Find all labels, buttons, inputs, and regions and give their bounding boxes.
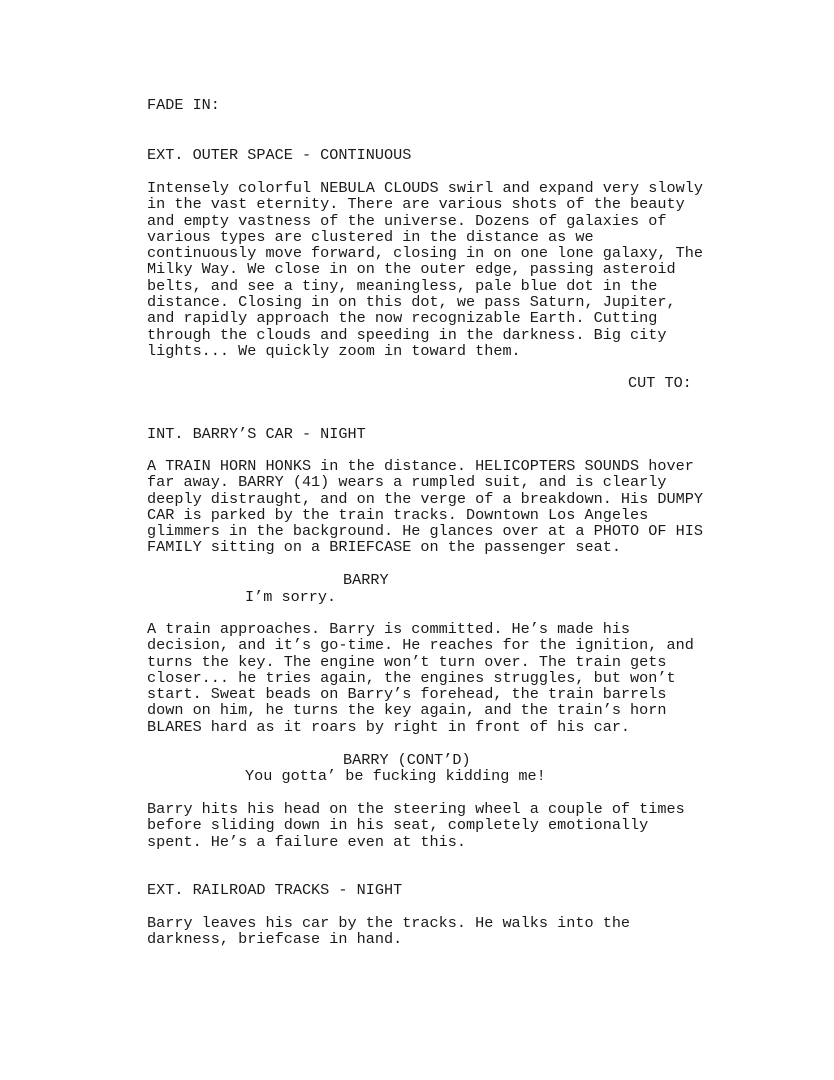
scene-heading-railroad-tracks: EXT. RAILROAD TRACKS - NIGHT: [147, 881, 403, 899]
action-barrys-car-2: A train approaches. Barry is committed. He’s made his decision, and it’s go-time. He reaches for the ignition, and turns the key. The engine won’t turn over. The train gets closer... he tries again, the engines struggles, but won’t start. Sweat beads on Barry’s forehead, the train barrels down on him, he turns the key again, and the train’s horn BLARES hard as it roars by right in front of his car.: [147, 620, 694, 736]
action-barrys-car-1: A TRAIN HORN HONKS in the distance. HELICOPTERS SOUNDS hover far away. BARRY (41) wears a rumpled suit, and is clearly deeply distraught, and on the verge of a breakdown. His DUMPY CAR is parked by the train tracks. Downtown Los Angeles glimmers in the background. He glances over at a PHOTO OF HIS FAMILY sitting on a BRIEFCASE on the passenger seat.: [147, 457, 703, 557]
action-outer-space: Intensely colorful NEBULA CLOUDS swirl and expand very slowly in the vast eternity. There are various shots of the beauty and empty vastness of the universe. Dozens of galaxies of various types are clustered in the distance as we continuously move forward, closing in on one lone galaxy, The Milky Way. We close in on the outer edge, passing asteroid belts, and see a tiny, meaningless, pale blue dot in the distance. Closing in on this dot, we pass Saturn, Jupiter, and rapidly approach the now recognizable Earth. Cutting through the clouds and speeding in the darkness. Big city lights... We quickly zoom in toward them.: [147, 179, 703, 360]
dialogue-kidding-me: You gotta’ be fucking kidding me!: [245, 767, 546, 785]
fade-in-transition: FADE IN:: [147, 96, 220, 114]
scene-heading-barrys-car: INT. BARRY’S CAR - NIGHT: [147, 425, 366, 443]
action-barrys-car-3: Barry hits his head on the steering wheel a couple of times before sliding down in his seat, completely emotionally spent. He’s a failure even at this.: [147, 800, 685, 851]
scene-heading-outer-space: EXT. OUTER SPACE - CONTINUOUS: [147, 146, 412, 164]
dialogue-im-sorry: I’m sorry.: [245, 588, 337, 606]
character-cue-barry: BARRY: [343, 571, 389, 589]
action-railroad-tracks: Barry leaves his car by the tracks. He walks into the darkness, briefcase in hand.: [147, 914, 631, 949]
character-cue-barry-contd: BARRY (CONT’D): [343, 751, 471, 769]
cut-to-transition: CUT TO:: [628, 374, 692, 392]
